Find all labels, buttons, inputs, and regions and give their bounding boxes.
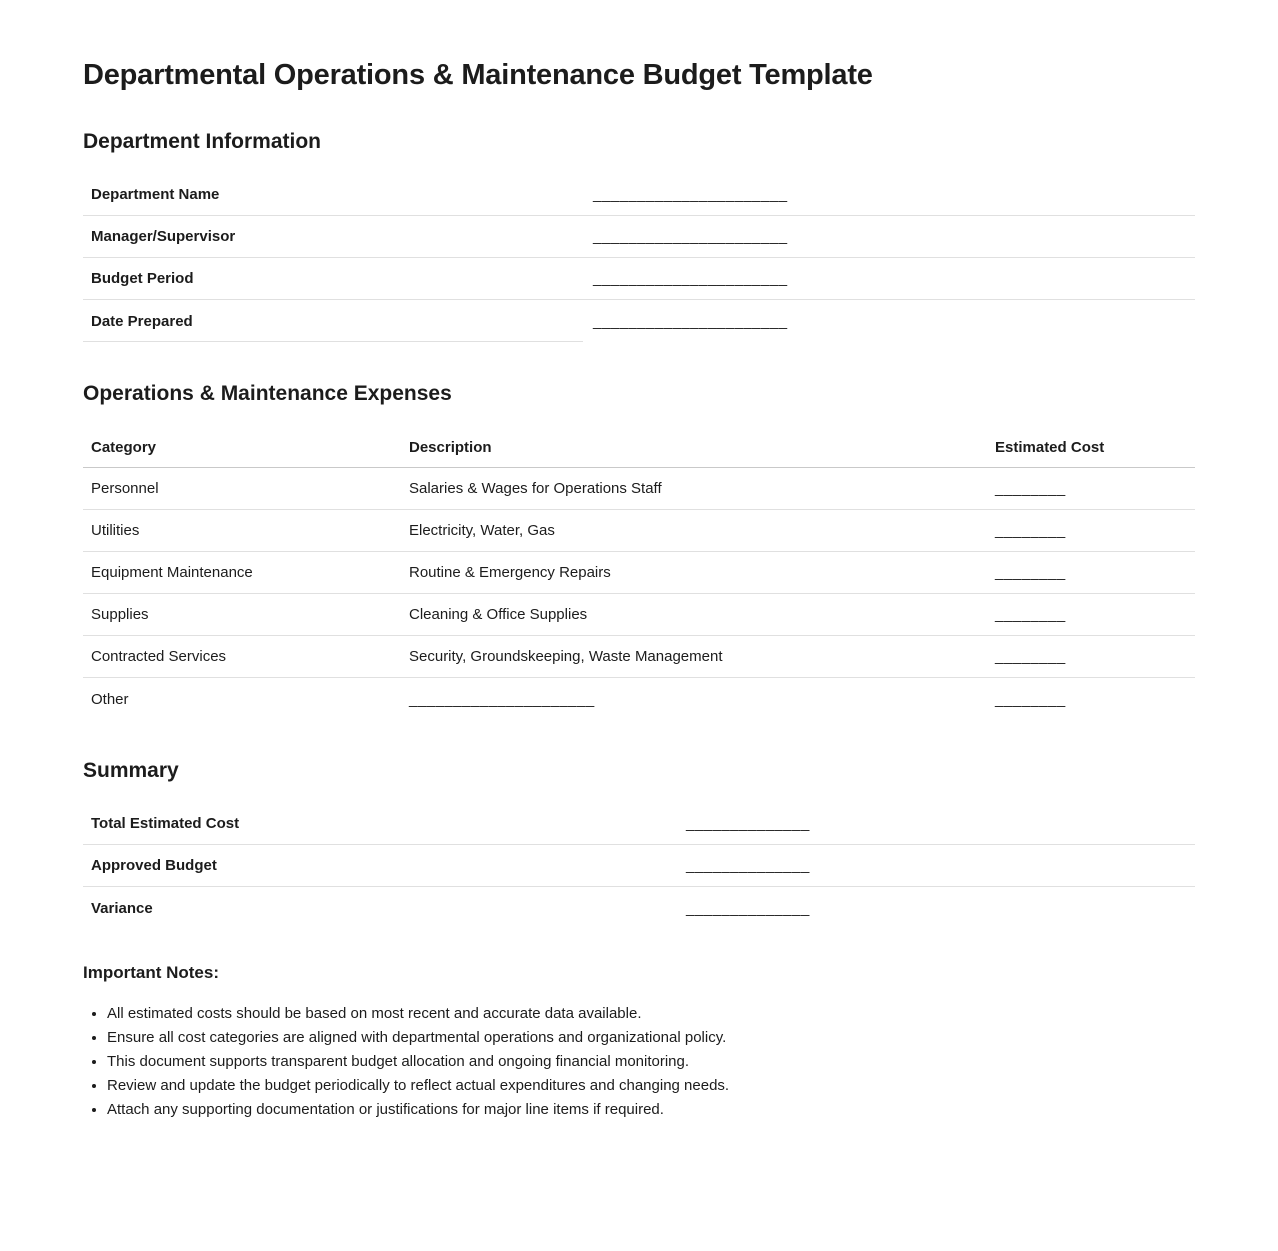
expense-description: Electricity, Water, Gas bbox=[409, 522, 555, 539]
field-blank-line: ______________________ bbox=[593, 228, 788, 245]
expense-cost-blank: ________ bbox=[995, 606, 1066, 623]
summary-label: Variance bbox=[91, 899, 153, 917]
expense-description: Routine & Emergency Repairs bbox=[409, 564, 611, 581]
note-item: • Ensure all cost categories are aligned with departmental operations and organizational policy. bbox=[107, 1026, 1195, 1050]
field-blank-line: ______________________ bbox=[593, 186, 788, 203]
expense-description: Salaries & Wages for Operations Staff bbox=[409, 480, 662, 497]
department-info-heading: Department Information bbox=[83, 130, 322, 153]
summary-row-approved-budget bbox=[83, 845, 1195, 887]
section-expenses bbox=[83, 381, 1195, 720]
expense-row-personnel bbox=[83, 468, 1195, 510]
summary-heading: Summary bbox=[83, 759, 179, 782]
expense-cost-blank: ________ bbox=[995, 480, 1066, 497]
expense-description: Security, Groundskeeping, Waste Management bbox=[409, 648, 723, 665]
note-item: • Review and update the budget periodically to reflect actual expenditures and changing needs. bbox=[107, 1074, 1195, 1098]
summary-blank-line: ______________ bbox=[686, 899, 810, 917]
field-label: Budget Period bbox=[91, 270, 194, 287]
expense-description-blank: _____________________ bbox=[409, 690, 595, 708]
summary-table bbox=[83, 803, 1195, 929]
expense-row-equipment-maintenance bbox=[83, 552, 1195, 594]
summary-blank-line: ______________ bbox=[686, 815, 810, 832]
summary-label: Approved Budget bbox=[91, 857, 217, 874]
column-header-category: Category bbox=[91, 439, 157, 456]
field-row-manager-supervisor bbox=[83, 216, 1195, 258]
field-label: Department Name bbox=[91, 186, 220, 203]
notes-list bbox=[83, 1002, 1195, 1122]
field-row-budget-period bbox=[83, 258, 1195, 300]
section-summary bbox=[83, 758, 1195, 929]
section-important-notes bbox=[83, 962, 1195, 1122]
expense-cost-blank: ________ bbox=[995, 522, 1066, 539]
expense-category: Other bbox=[91, 690, 129, 708]
note-item: • Attach any supporting documentation or justifications for major line items if required. bbox=[107, 1098, 1195, 1122]
note-item: • This document supports transparent budget allocation and ongoing financial monitoring. bbox=[107, 1050, 1195, 1074]
summary-row-total-estimated-cost bbox=[83, 803, 1195, 845]
field-row-date-prepared bbox=[83, 300, 1195, 342]
field-blank-line: ______________________ bbox=[593, 270, 788, 287]
expense-row-supplies bbox=[83, 594, 1195, 636]
expense-row-contracted-services bbox=[83, 636, 1195, 678]
field-label: Date Prepared bbox=[91, 312, 193, 330]
expense-category: Equipment Maintenance bbox=[91, 564, 253, 581]
section-department-info bbox=[83, 129, 1195, 342]
department-info-table bbox=[83, 174, 1195, 342]
summary-row-variance bbox=[83, 887, 1195, 929]
expense-category: Utilities bbox=[91, 522, 140, 539]
expenses-heading: Operations & Maintenance Expenses bbox=[83, 382, 452, 405]
note-item: • All estimated costs should be based on most recent and accurate data available. bbox=[107, 1002, 1195, 1026]
column-header-description: Description bbox=[409, 439, 492, 456]
expense-row-other bbox=[83, 678, 1195, 720]
expense-cost-blank: ________ bbox=[995, 690, 1066, 708]
summary-label: Total Estimated Cost bbox=[91, 815, 240, 832]
expense-row-utilities bbox=[83, 510, 1195, 552]
expense-category: Supplies bbox=[91, 606, 149, 623]
column-header-estimated-cost: Estimated Cost bbox=[995, 439, 1105, 456]
summary-blank-line: ______________ bbox=[686, 857, 810, 874]
page-title: Departmental Operations & Maintenance Budget Template bbox=[83, 59, 873, 91]
field-blank-line: ______________________ bbox=[593, 312, 788, 330]
expenses-table bbox=[83, 428, 1195, 720]
expense-cost-blank: ________ bbox=[995, 648, 1066, 665]
expenses-header-row bbox=[83, 428, 1195, 468]
expense-category: Personnel bbox=[91, 480, 159, 497]
expense-cost-blank: ________ bbox=[995, 564, 1066, 581]
field-label: Manager/Supervisor bbox=[91, 228, 236, 245]
field-row-department-name bbox=[83, 174, 1195, 216]
notes-heading: Important Notes: bbox=[83, 963, 219, 982]
expense-category: Contracted Services bbox=[91, 648, 227, 665]
expense-description: Cleaning & Office Supplies bbox=[409, 606, 588, 623]
